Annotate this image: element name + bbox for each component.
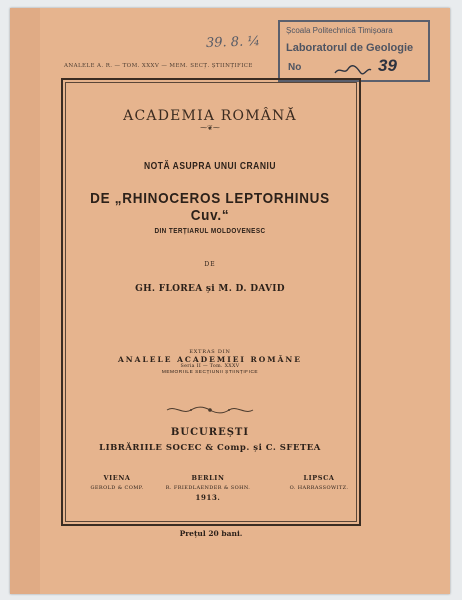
stamp-line2: Laboratorul de Geologie	[286, 42, 414, 54]
title-line-1: NOTĂ ASUPRA UNUI CRANIU	[144, 161, 276, 172]
extract-from-label: EXTRAS DIN	[189, 349, 231, 355]
location-berlin	[152, 474, 264, 502]
publisher: LIBRĂRIILE SOCEC & Comp. și C. SFETEA	[99, 443, 321, 453]
title-line-3: DIN TERȚIARUL MOLDOVENESC	[154, 226, 266, 235]
location-publisher: GEROLD & COMP.	[90, 485, 144, 491]
decorative-divider-icon	[165, 404, 255, 416]
by-label: DE	[204, 261, 216, 268]
location-city: BERLIN	[191, 474, 225, 482]
location-publisher: R. FRIEDLAENDER & SOHN.	[165, 485, 251, 491]
stamp-number: 39	[378, 56, 397, 75]
price: Prețul 20 bani.	[179, 529, 243, 538]
section-name: MEMORIILE SECȚIUNII ȘTIINȚIFICE	[161, 370, 259, 375]
authors: GH. FLOREA și M. D. DAVID	[135, 284, 285, 294]
title-frame-inner	[65, 82, 357, 522]
institution-name: ACADEMIA ROMÂNĂ	[123, 108, 297, 124]
library-stamp	[278, 20, 430, 82]
journal-name: ANALELE ACADEMIEI ROMÂNE	[117, 355, 303, 364]
title-line-2: DE „RHINOCEROS LEPTORHINUS Cuv.“	[90, 190, 330, 224]
publication-year: 1913.	[195, 493, 221, 502]
location-vienna	[72, 474, 162, 491]
location-leipzig	[280, 474, 358, 491]
small-ornament-icon: ⁓❦⁓	[200, 124, 220, 132]
series-info: Seria II — Tom. XXXV	[180, 364, 240, 369]
stamp-line1: Școala Politechnică Timișoara	[286, 26, 393, 35]
stamp-no-label: No	[288, 62, 302, 73]
page-spine-edge	[10, 8, 40, 594]
location-publisher: O. HARRASSOWITZ.	[289, 485, 349, 491]
location-city: LIPSCA	[303, 474, 335, 482]
location-city: VIENA	[103, 474, 131, 482]
scribble-mark	[334, 64, 372, 76]
pencil-note: 39. 8. ¼	[205, 34, 261, 51]
publication-city: BUCUREȘTI	[170, 427, 250, 438]
series-header: ANALELE A. R. — TOM. XXXV — MEM. SECȚ. ȘTIINȚIFICE	[64, 63, 253, 69]
